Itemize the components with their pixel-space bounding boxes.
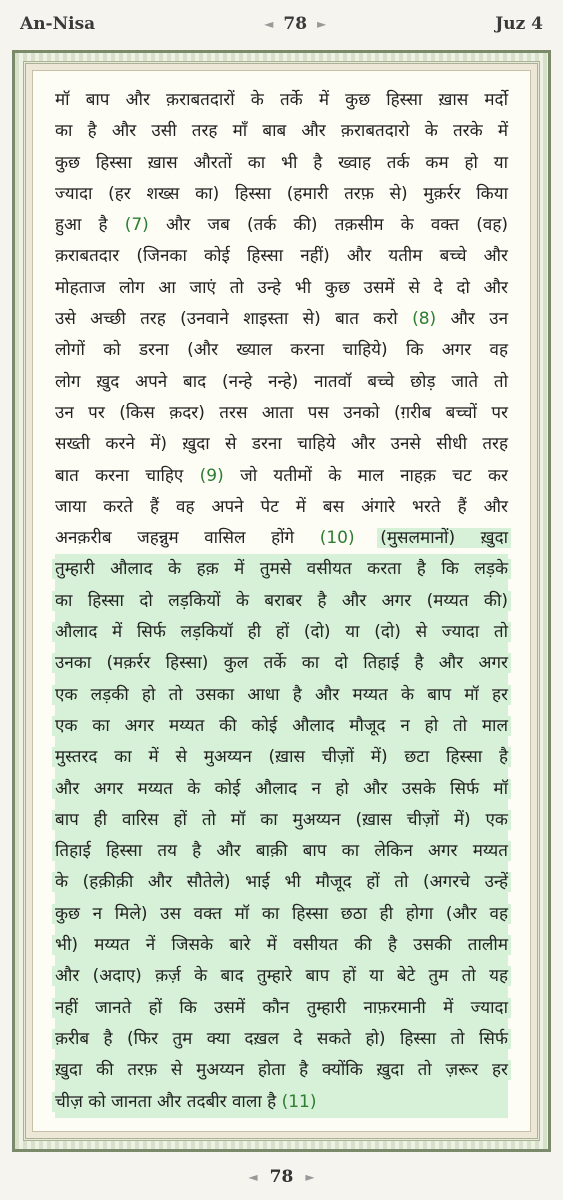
line-text: औलाद में सिर्फ लड़कियॉ ही हों (दो) या (दो) से ज्यादा तो <box>55 622 508 643</box>
prev-page-arrow-icon[interactable]: ◄ <box>264 17 274 31</box>
line-text: मुस्तरद का में से मुअय्यन (ख़ास चीज़ों में) छटा हिस्सा है <box>55 747 508 768</box>
juz-label: Juz 4 <box>495 14 543 34</box>
text-line <box>55 492 508 523</box>
line-text: का है और उसी तरह माँ बाब और क़राबतदारो के तरके में <box>55 121 508 142</box>
text-line <box>55 993 508 1024</box>
line-text: उसे अच्छी तरह (उनवाने शाइस्ता से) बात करो <box>55 309 398 330</box>
text-line <box>55 304 508 335</box>
inner-border <box>23 61 540 1141</box>
text-line <box>55 241 508 272</box>
line-text: हुआ है <box>55 215 108 236</box>
line-text: मॉ बाप और क़राबतदारों के तर्के में कुछ हिस्सा ख़ास मर्दो <box>55 90 508 110</box>
verse-number: (9) <box>199 465 224 486</box>
verse-number: (7) <box>124 215 149 236</box>
line-text: भी) मय्यत नें जिसके बारे में वसीयत की है उसकी तालीम <box>55 935 508 956</box>
text-line <box>55 116 508 147</box>
text-line <box>55 805 508 836</box>
next-page-arrow-icon[interactable]: ► <box>305 1170 315 1184</box>
text-line <box>55 711 508 742</box>
line-text: जाया करते हैं वह अपने पेट में बस अंगारे भरते हैं और <box>55 496 508 517</box>
text-line <box>55 774 508 805</box>
footer-page-number: 78 <box>269 1167 294 1187</box>
decorative-border <box>12 50 551 1152</box>
highlighted-text <box>52 1029 511 1049</box>
highlighted-text <box>52 1092 320 1112</box>
text-line <box>55 461 508 492</box>
text-line <box>55 1087 508 1118</box>
page-pager <box>264 14 326 34</box>
line-text: बाप ही वारिस हों तो मॉ का मुअय्यन (ख़ास चीज़ों में) एक <box>55 809 508 830</box>
line-text: जो यतीमों के माल नाहक़ चट कर <box>240 465 509 486</box>
text-line <box>55 836 508 867</box>
line-text: ख़ुदा की तरफ़ से मुअय्यन होता है क्योंकि ख़ुदा तो ज़रूर हर <box>55 1060 508 1081</box>
line-text: उन पर (किस क़दर) तरस आता पस उनको (ग़रीब बच्चों पर <box>55 402 508 423</box>
verse-number: (11) <box>281 1091 317 1112</box>
bottom-bar <box>0 1160 563 1194</box>
line-text: क़रीब है (फिर तुम क्या दख़ल दे सकते हो) हिस्सा तो सिर्फ <box>55 1028 508 1049</box>
line-text: उनका (मक़र्रर हिस्सा) कुल तर्के का दो तिहाई है और अगर <box>55 653 508 674</box>
highlighted-text <box>52 653 511 673</box>
highlighted-text <box>52 966 511 986</box>
line-text: बात करना चाहिए <box>55 465 184 486</box>
next-page-arrow-icon[interactable]: ► <box>317 17 327 31</box>
page-number: 78 <box>283 14 308 34</box>
highlighted-text <box>52 998 511 1018</box>
text-line <box>55 961 508 992</box>
highlighted-text <box>52 685 511 705</box>
text-line <box>55 1024 508 1055</box>
text-line <box>55 554 508 585</box>
line-text: एक का अगर मय्यत की कोई औलाद मौजूद न हो तो माल <box>55 715 508 736</box>
verse-number: (10) <box>319 528 355 549</box>
line-text: नहीं जानते हों कि उसमें कौन तुम्हारी नाफ़रमानी में ज्यादा <box>55 997 508 1018</box>
top-bar <box>0 0 563 48</box>
text-line <box>55 398 508 429</box>
prev-page-arrow-icon[interactable]: ◄ <box>248 1170 258 1184</box>
verse-number: (8) <box>412 309 437 330</box>
text-line <box>55 930 508 961</box>
line-text: कुछ हिस्सा ख़ास औरतों का भी है ख्वाह तर्क कम हो या <box>55 152 508 173</box>
text-line <box>55 335 508 366</box>
line-text: तिहाई हिस्सा तय है और बाक़ी बाप का लेकिन अगर मय्यत <box>55 841 508 862</box>
line-text: एक लड़की हो तो उसका आधा है और मय्यत के बाप मॉ हर <box>55 684 508 705</box>
text-line <box>55 523 508 554</box>
line-text: कुछ न मिले) उस वक्त मॉ का हिस्सा छठा ही होगा (और वह <box>55 903 508 924</box>
text-line <box>55 680 508 711</box>
highlighted-text <box>52 935 511 955</box>
text-line <box>55 367 508 398</box>
line-text: और अगर मय्यत के कोई औलाद न हो और उसके सिर्फ मॉ <box>55 778 508 799</box>
line-text: सख्ती करने में) ख़ुदा से डरना चाहिये और उनसे सीधी तरह <box>55 434 508 455</box>
text-line <box>55 179 508 210</box>
highlighted-text <box>52 622 511 642</box>
highlighted-text <box>52 716 511 736</box>
highlighted-text <box>52 559 511 579</box>
surah-name: An-Nisa <box>20 14 96 34</box>
translation-text <box>32 70 531 1132</box>
line-text: के (हक़ीक़ी और सौतेले) भाई भी मौजूद हों तो (अगरचे उन्हें <box>55 872 508 893</box>
text-line <box>55 617 508 648</box>
highlighted-text <box>52 779 511 799</box>
line-text: ज्यादा (हर शख्स का) हिस्सा (हमारी तरफ़ से) मुक़र्रर किया <box>55 183 508 204</box>
text-line <box>55 742 508 773</box>
highlighted-text <box>52 904 511 924</box>
line-text: क़राबतदार (जिनका कोई हिस्सा नहीं) और यतीम बच्चे और <box>55 246 508 267</box>
text-line <box>55 148 508 179</box>
line-text: चीज़ को जानता और तदबीर वाला है <box>55 1091 277 1112</box>
line-text: अनक़रीब जहन्नुम वासिल होंगे <box>55 528 295 549</box>
text-line <box>55 867 508 898</box>
highlighted-text <box>52 747 511 767</box>
line-text: और उन <box>450 309 508 330</box>
highlighted-text <box>52 872 511 892</box>
line-text: और (अदाए) क़र्ज़ के बाद तुम्हारे बाप हों या बेटे तुम तो यह <box>55 966 508 987</box>
line-text: (मुसलमानों) ख़ुदा <box>380 528 509 549</box>
text-line <box>55 586 508 617</box>
line-text: मोहताज लोग आ जाएं तो उन्हे भी कुछ उसमें से दे दो और <box>55 277 508 298</box>
text-line <box>55 273 508 304</box>
line-text: लोग ख़ुद अपने बाद (नन्हे नन्हे) नातवॉ बच्चे छोड़ जाते तो <box>55 371 508 392</box>
highlighted-text <box>52 591 511 611</box>
text-line <box>55 899 508 930</box>
line-text: और जब (तर्क की) तक़सीम के वक्त (वह) <box>165 215 509 236</box>
highlighted-text <box>52 841 511 861</box>
line-text: लोगों को डरना (और ख्याल करना चाहिये) कि अगर वह <box>55 340 508 361</box>
text-line <box>55 85 508 116</box>
line-text: का हिस्सा दो लड़कियों के बराबर है और अगर (मय्यत की) <box>55 590 508 611</box>
text-line <box>55 429 508 460</box>
highlighted-text <box>52 810 511 830</box>
text-line <box>55 648 508 679</box>
text-line <box>55 210 508 241</box>
highlighted-text <box>52 1060 511 1080</box>
line-text: तुम्हारी औलाद के हक़ में तुमसे वसीयत करता है कि लड़के <box>55 559 508 580</box>
highlighted-text <box>377 528 511 548</box>
text-line <box>55 1055 508 1086</box>
